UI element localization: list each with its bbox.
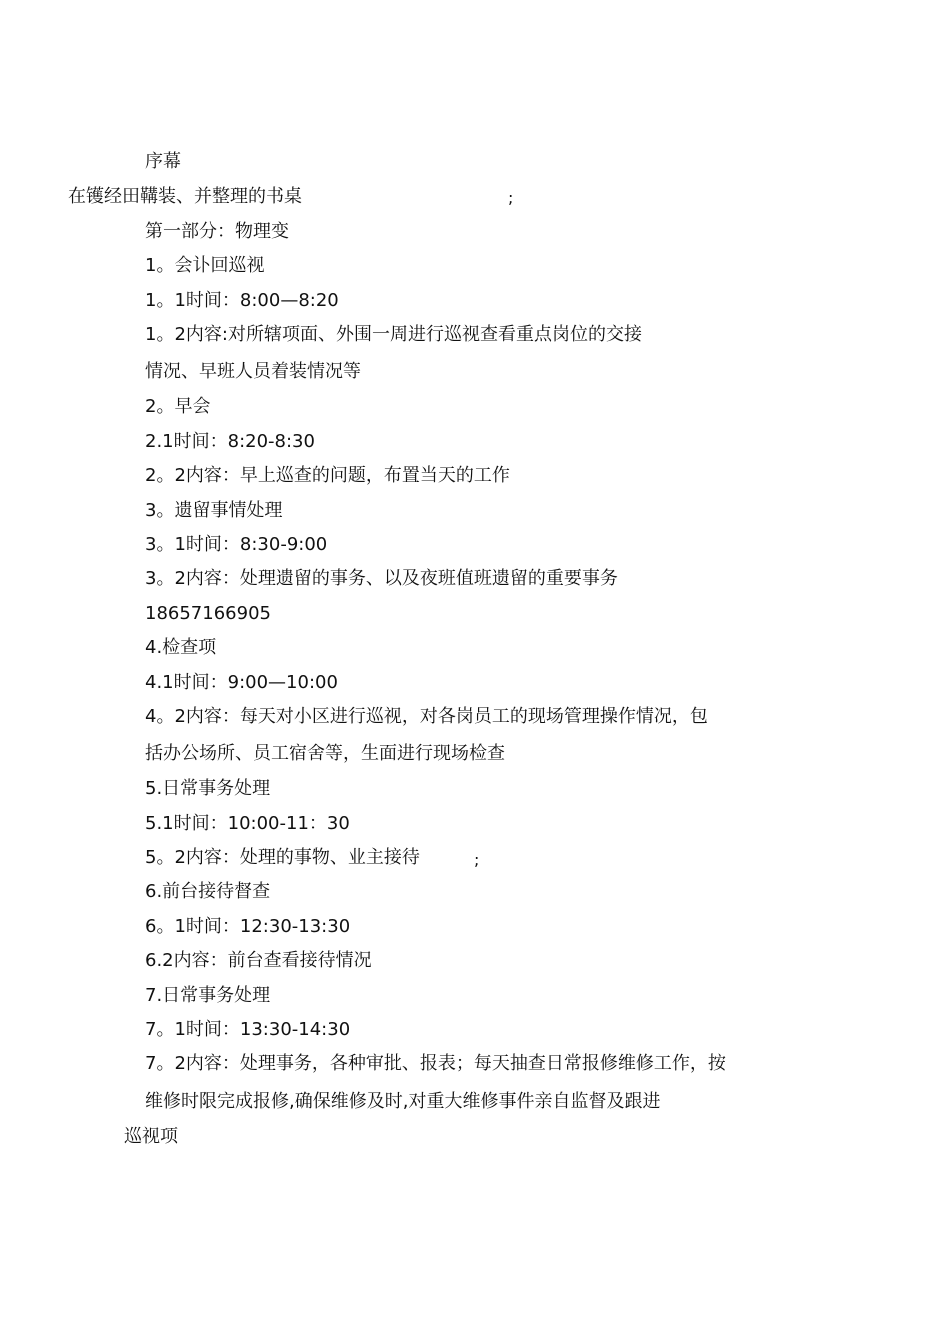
section-heading: 第一部分：物理变 (145, 221, 289, 242)
item-6-2-content: 6.2内容：前台查看接待情况 (145, 950, 372, 971)
item-7-title: 7.日常事务处理 (145, 985, 271, 1006)
item-5-title: 5.日常事务处理 (145, 778, 271, 799)
semicolon-mark: ; (474, 850, 480, 869)
item-7-2-content-cont: 维修时限完成报修,确保维修及时,对重大维修事件亲自监督及跟进 (145, 1091, 661, 1112)
subtitle-line: 在镬经田鞲装、并整理的书桌 (68, 186, 302, 207)
item-4-2-content-cont: 括办公场所、员工宿舍等，生面进行现场检查 (145, 743, 505, 764)
item-1-1-time: 1。1时间：8:00—8:20 (145, 290, 339, 311)
item-1-2-content-cont: 情况、早班人员着装情况等 (145, 361, 361, 382)
item-1-2-content: 1。2内容:对所辖项面、外围一周进行巡视查看重点岗位的交接 (145, 324, 642, 345)
item-3-2-content: 3。2内容：处理遗留的事务、以及夜班值班遗留的重要事务 (145, 568, 618, 589)
item-6-1-time: 6。1时间：12:30-13:30 (145, 916, 351, 937)
item-5-1-time: 5.1时间：10:00-11：30 (145, 813, 350, 834)
item-6-title: 6.前台接待督查 (145, 881, 271, 902)
heading-prologue: 序幕 (145, 151, 181, 172)
item-5-2-content: 5。2内容：处理的事物、业主接待 (145, 847, 420, 868)
item-4-2-content: 4。2内容：每天对小区进行巡视，对各岗员工的现场管理操作情况，包 (145, 706, 708, 727)
item-2-title: 2。早会 (145, 396, 211, 417)
item-3-1-time: 3。1时间：8:30-9:00 (145, 534, 328, 555)
item-2-1-time: 2.1时间：8:20-8:30 (145, 431, 315, 452)
item-4-1-time: 4.1时间：9:00—10:00 (145, 672, 338, 693)
item-1-title: 1。会讣回巡视 (145, 255, 265, 276)
item-2-2-content: 2。2内容：早上巡查的问题，布置当天的工作 (145, 465, 510, 486)
phone-number: 18657166905 (145, 603, 271, 624)
item-7-1-time: 7。1时间：13:30-14:30 (145, 1019, 351, 1040)
item-7-2-content: 7。2内容：处理事务，各种审批、报表；每天抽查日常报修维修工作，按 (145, 1053, 726, 1074)
semicolon-mark: ; (508, 188, 514, 207)
item-3-title: 3。遗留事情处理 (145, 500, 283, 521)
item-4-title: 4.检查项 (145, 637, 217, 658)
patrol-item: 巡视项 (124, 1126, 178, 1147)
